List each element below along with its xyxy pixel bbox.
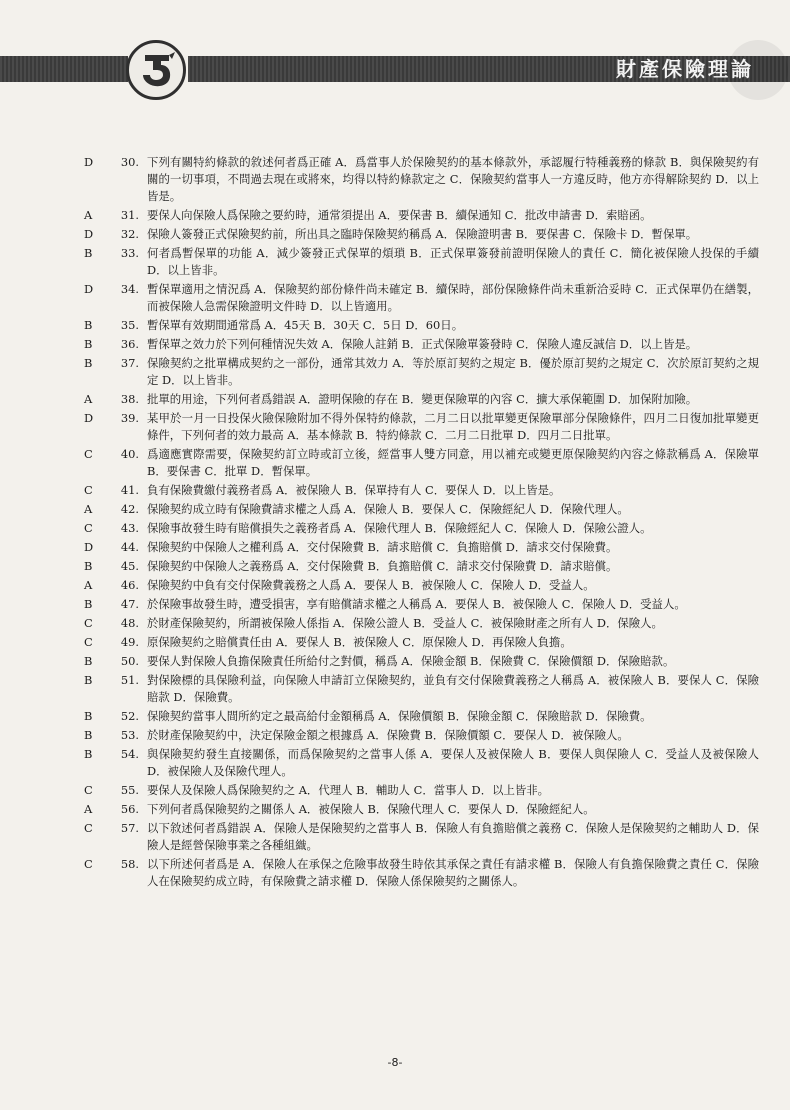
question-item — [0, 391, 790, 408]
question-text: 保險契約成立時有保險費請求權之人爲 A．保險人 B．要保人 C．保險經紀人 D．保險代理人。 — [147, 502, 629, 516]
answer-key: B — [84, 246, 93, 260]
question-number: 45. — [120, 559, 139, 573]
answer-key: C — [84, 521, 93, 535]
question-number: 39. — [120, 411, 139, 425]
answer-key: B — [84, 597, 93, 611]
question-number: 47. — [120, 597, 139, 611]
question-number: 49. — [120, 635, 139, 649]
question-text: 與保險契約發生直接關係，而爲保險契約之當事人係 A．要保人及被保險人 B．要保人與保險人 C．受益人及被保險人 D．被保險人及保險代理人。 — [147, 747, 759, 778]
answer-key: C — [84, 635, 93, 649]
question-item — [0, 558, 790, 575]
question-text: 於財產保險契約，所謂被保險人係指 A．保險公證人 B．受益人 C．被保險財產之所有人 D．保險人。 — [147, 616, 663, 630]
question-number: 32. — [120, 227, 139, 241]
question-number: 41. — [120, 483, 139, 497]
question-item — [0, 708, 790, 725]
page-number: -8- — [387, 1056, 403, 1069]
question-item — [0, 746, 790, 780]
question-text: 下列有關特約條款的敘述何者爲正確 A．爲當事人於保險契約的基本條款外，承認履行特種義務的條款 B．與保險契約有關的一切事項，不問過去現在或將來，均得以特約條款定之 C．保險契約當事人一方違反時，他方亦得解除契約 D．以上皆是。 — [147, 155, 759, 203]
answer-key: C — [84, 483, 93, 497]
question-item — [0, 336, 790, 353]
question-number: 52. — [120, 709, 139, 723]
question-item — [0, 482, 790, 499]
question-number: 38. — [120, 392, 139, 406]
question-number: 43. — [120, 521, 139, 535]
question-text: 於財產保險契約中，決定保險金額之根據爲 A．保險費 B．保險價額 C．要保人 D．被保險人。 — [147, 728, 629, 742]
question-item — [0, 281, 790, 315]
question-text: 原保險契約之賠償責任由 A．要保人 B．被保險人 C．原保險人 D．再保險人負擔。 — [147, 635, 572, 649]
answer-key: A — [84, 392, 93, 406]
answer-key: C — [84, 857, 93, 871]
question-text: 保險契約之批單構成契約之一部份，通常其效力 A．等於原訂契約之規定 B．優於原訂契約之規定 C．次於原訂契約之規定 D．以上皆非。 — [147, 356, 759, 387]
question-number: 34. — [120, 282, 139, 296]
question-item — [0, 856, 790, 890]
answer-key: D — [84, 540, 94, 554]
answer-key: A — [84, 502, 93, 516]
logo-mark — [135, 49, 177, 91]
answer-key: D — [84, 155, 94, 169]
question-text: 爲適應實際需要，保險契約訂立時或訂立後，經當事人雙方同意，用以補充或變更原保險契約內容之條款稱爲 A．保險單 B．要保書 C．批單 D．暫保單。 — [147, 447, 759, 478]
question-text: 暫保單有效期間通常爲 A．45天 B．30天 C．5日 D．60日。 — [147, 318, 464, 332]
question-item — [0, 520, 790, 537]
book-logo-icon — [126, 40, 186, 100]
answer-key: B — [84, 673, 93, 687]
question-item — [0, 226, 790, 243]
question-text: 要保人向保險人爲保險之要約時，通常須提出 A．要保書 B．續保通知 C．批改申請書 D．索賠函。 — [147, 208, 652, 222]
question-text: 批單的用途，下列何者爲錯誤 A．證明保險的存在 B．變更保險單的內容 C．擴大承保範圍 D．加保附加險。 — [147, 392, 698, 406]
question-item — [0, 672, 790, 706]
question-item — [0, 801, 790, 818]
question-item — [0, 653, 790, 670]
question-number: 37. — [120, 356, 139, 370]
answer-key: B — [84, 747, 93, 761]
question-number: 42. — [120, 502, 139, 516]
answer-key: C — [84, 783, 93, 797]
page-header — [0, 0, 790, 120]
question-text: 何者爲暫保單的功能 A．減少簽發正式保單的煩瑣 B．正式保單簽發前證明保險人的責任 C．簡化被保險人投保的手續 D．以上皆非。 — [147, 246, 759, 277]
question-text: 保險人簽發正式保險契約前，所出具之臨時保險契約稱爲 A．保險證明書 B．要保書 C．保險卡 D．暫保單。 — [147, 227, 698, 241]
question-text: 保險契約中保險人之義務爲 A．交付保險費 B．負擔賠償 C．請求交付保險費 D．請求賠償。 — [147, 559, 618, 573]
answer-key: B — [84, 356, 93, 370]
question-item — [0, 501, 790, 518]
question-list — [0, 154, 790, 892]
question-text: 以下敘述何者爲錯誤 A．保險人是保險契約之當事人 B．保險人有負擔賠償之義務 C．保險人是保險契約之輔助人 D．保險人是經營保險事業之各種組織。 — [147, 821, 759, 852]
question-text: 保險契約當事人間所約定之最高給付金額稱爲 A．保險價額 B．保險金額 C．保險賠款 D．保險費。 — [147, 709, 652, 723]
question-text: 負有保險費繳付義務者爲 A．被保險人 B．保單持有人 C．要保人 D．以上皆是。 — [147, 483, 561, 497]
question-text: 某甲於一月一日投保火險保險附加不得外保特約條款，二月二日以批單變更保險單部分保險條件，四月二日復加批單變更條件，下列何者的效力最高 A．基本條款 B．特約條款 C．二月二日批單 D．四月二日批單。 — [147, 411, 759, 442]
question-item — [0, 355, 790, 389]
question-item — [0, 245, 790, 279]
question-text: 於保險事故發生時，遭受損害，享有賠償請求權之人稱爲 A．要保人 B．被保險人 C．保險人 D．受益人。 — [147, 597, 686, 611]
question-number: 35. — [120, 318, 139, 332]
answer-key: B — [84, 709, 93, 723]
question-number: 44. — [120, 540, 139, 554]
question-item — [0, 615, 790, 632]
question-text: 暫保單適用之情況爲 A．保險契約部份條件尚未確定 B．續保時，部份保險條件尚未重新洽妥時 C．正式保單仍在繕製，而被保險人急需保險證明文件時 D．以上皆適用。 — [147, 282, 759, 313]
question-item — [0, 446, 790, 480]
answer-key: A — [84, 578, 93, 592]
question-number: 57. — [120, 821, 139, 835]
question-number: 53. — [120, 728, 139, 742]
question-number: 33. — [120, 246, 139, 260]
question-number: 40. — [120, 447, 139, 461]
question-item — [0, 727, 790, 744]
question-number: 54. — [120, 747, 139, 761]
question-number: 50. — [120, 654, 139, 668]
question-text: 暫保單之效力於下列何種情況失效 A．保險人註銷 B．正式保險單簽發時 C．保險人違反誠信 D．以上皆是。 — [147, 337, 698, 351]
question-text: 保險事故發生時有賠償損失之義務者爲 A．保險代理人 B．保險經紀人 C．保險人 D．保險公證人。 — [147, 521, 652, 535]
question-item — [0, 410, 790, 444]
header-band-left — [0, 56, 128, 82]
question-item — [0, 207, 790, 224]
question-item — [0, 782, 790, 799]
answer-key: A — [84, 208, 93, 222]
question-number: 55. — [120, 783, 139, 797]
question-item — [0, 820, 790, 854]
question-item — [0, 317, 790, 334]
question-item — [0, 154, 790, 205]
answer-key: B — [84, 318, 93, 332]
question-text: 要保人及保險人爲保險契約之 A．代理人 B．輔助人 C．當事人 D．以上皆非。 — [147, 783, 550, 797]
question-number: 48. — [120, 616, 139, 630]
answer-key: B — [84, 728, 93, 742]
question-item — [0, 634, 790, 651]
question-number: 46. — [120, 578, 139, 592]
question-number: 30. — [120, 155, 139, 169]
question-text: 以下所述何者爲是 A．保險人在承保之危險事故發生時依其承保之責任有請求權 B．保險人有負擔保險費之責任 C．保險人在保險契約成立時，有保險費之請求權 D．保險人係保險契約之關係人。 — [147, 857, 759, 888]
question-number: 56. — [120, 802, 139, 816]
question-number: 58. — [120, 857, 139, 871]
answer-key: C — [84, 821, 93, 835]
question-item — [0, 577, 790, 594]
question-text: 下列何者爲保險契約之關係人 A．被保險人 B．保險代理人 C．要保人 D．保險經紀人。 — [147, 802, 595, 816]
question-text: 保險契約中保險人之權利爲 A．交付保險費 B．請求賠償 C．負擔賠償 D．請求交付保險費。 — [147, 540, 618, 554]
question-number: 36. — [120, 337, 139, 351]
book-title: 財產保險理論 — [616, 57, 754, 81]
answer-key: B — [84, 337, 93, 351]
question-text: 對保險標的具保險利益，向保險人申請訂立保險契約，並負有交付保險費義務之人稱爲 A．被保險人 B．要保人 C．保險賠款 D．保險費。 — [147, 673, 759, 704]
answer-key: A — [84, 802, 93, 816]
question-text: 保險契約中負有交付保險費義務之人爲 A．要保人 B．被保險人 C．保險人 D．受益人。 — [147, 578, 595, 592]
answer-key: B — [84, 654, 93, 668]
answer-key: D — [84, 227, 94, 241]
question-item — [0, 539, 790, 556]
question-item — [0, 596, 790, 613]
question-number: 51. — [120, 673, 139, 687]
answer-key: D — [84, 411, 94, 425]
question-number: 31. — [120, 208, 139, 222]
question-text: 要保人對保險人負擔保險責任所給付之對價，稱爲 A．保險金額 B．保險費 C．保險價額 D．保險賠款。 — [147, 654, 675, 668]
answer-key: D — [84, 282, 94, 296]
answer-key: C — [84, 447, 93, 461]
answer-key: C — [84, 616, 93, 630]
answer-key: B — [84, 559, 93, 573]
